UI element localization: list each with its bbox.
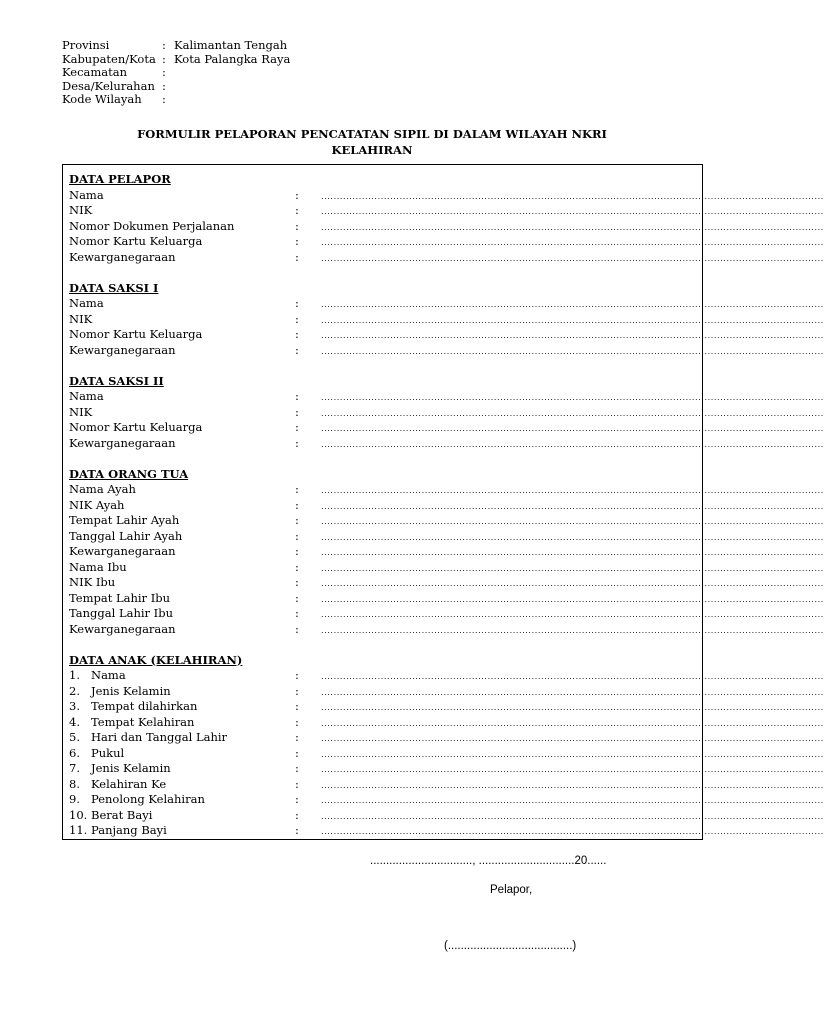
field-colon: : bbox=[295, 730, 299, 744]
field-colon: : bbox=[295, 699, 299, 713]
field-label bbox=[69, 482, 295, 498]
field-input-line[interactable]: ................................................................................................................................................................ bbox=[321, 765, 824, 774]
field-label bbox=[69, 606, 295, 622]
field-label bbox=[69, 405, 295, 421]
field-label-text: NIK Ayah bbox=[69, 497, 125, 512]
region-colon: : bbox=[162, 65, 166, 79]
section-title: DATA PELAPOR bbox=[69, 172, 171, 186]
field-label bbox=[69, 513, 295, 529]
form-field bbox=[69, 187, 824, 204]
field-label-text: Tanggal Lahir Ayah bbox=[69, 528, 183, 543]
field-colon: : bbox=[295, 668, 299, 682]
field-label-text: Nama bbox=[91, 668, 126, 682]
form-field bbox=[69, 389, 824, 405]
field-label-text: Tempat Kelahiran bbox=[91, 714, 195, 729]
field-label-text: Nomor Kartu Keluarga bbox=[69, 327, 203, 341]
field-number: 3. bbox=[69, 699, 80, 713]
field-input-line[interactable]: ................................................................................................................................................................ bbox=[321, 439, 824, 449]
form-field bbox=[69, 497, 824, 514]
field-label bbox=[69, 203, 295, 219]
field-label-text: NIK bbox=[69, 311, 93, 326]
field-colon: : bbox=[295, 311, 299, 326]
field-label bbox=[69, 823, 295, 839]
field-label bbox=[69, 234, 295, 250]
field-label bbox=[69, 575, 295, 591]
field-label-text: Jenis Kelamin bbox=[91, 761, 171, 775]
form-section bbox=[69, 652, 824, 839]
form-field bbox=[69, 730, 824, 746]
field-colon: : bbox=[295, 327, 299, 341]
field-input-line[interactable]: ................................................................................................................................................................ bbox=[321, 207, 824, 216]
field-label bbox=[69, 746, 295, 762]
field-label bbox=[69, 219, 295, 235]
field-label-text: Kewarganegaraan bbox=[69, 544, 176, 558]
field-label-text: Nomor Kartu Keluarga bbox=[69, 234, 203, 248]
field-input-line[interactable]: ................................................................................................................................................................ bbox=[321, 579, 824, 588]
region-colon: : bbox=[162, 92, 166, 106]
region-value[interactable]: Kalimantan Tengah bbox=[174, 38, 288, 52]
field-input-line[interactable]: ................................................................................................................................................................ bbox=[321, 191, 824, 201]
field-colon: : bbox=[295, 435, 299, 450]
field-label-text: Tempat Lahir Ibu bbox=[69, 590, 171, 605]
field-label-text: Nama bbox=[69, 296, 104, 310]
form-field bbox=[69, 792, 824, 808]
field-label-text: Hari dan Tanggal Lahir bbox=[91, 730, 228, 744]
field-label-text: Kewarganegaraan bbox=[69, 435, 176, 450]
field-label-text: Panjang Bayi bbox=[91, 823, 167, 837]
field-label bbox=[69, 622, 295, 638]
form-field bbox=[69, 234, 824, 250]
field-label bbox=[69, 715, 295, 731]
form-field bbox=[69, 482, 824, 498]
field-number: 7. bbox=[69, 761, 80, 775]
region-info bbox=[62, 39, 290, 107]
field-colon: : bbox=[295, 590, 299, 605]
field-number: 8. bbox=[69, 776, 80, 791]
form-field bbox=[69, 776, 824, 793]
field-label bbox=[69, 436, 295, 452]
field-input-line[interactable]: ................................................................................................................................................................ bbox=[321, 238, 824, 247]
form-field bbox=[69, 327, 824, 343]
field-number: 4. bbox=[69, 714, 80, 729]
form-field bbox=[69, 296, 824, 312]
field-input-line[interactable]: ................................................................................................................................................................ bbox=[321, 346, 824, 356]
field-colon: : bbox=[295, 575, 299, 589]
field-colon: : bbox=[295, 187, 299, 202]
field-input-line[interactable]: ................................................................................................................................................................ bbox=[321, 827, 824, 836]
field-colon: : bbox=[295, 544, 299, 558]
field-label bbox=[69, 684, 295, 700]
form-field bbox=[69, 528, 824, 545]
field-number: 5. bbox=[69, 730, 80, 744]
field-input-line[interactable]: ................................................................................................................................................................ bbox=[321, 532, 824, 542]
field-input-line[interactable]: ................................................................................................................................................................ bbox=[321, 393, 824, 402]
field-input-line[interactable]: ................................................................................................................................................................ bbox=[321, 718, 824, 728]
field-colon: : bbox=[295, 342, 299, 357]
form-field bbox=[69, 435, 824, 452]
field-colon: : bbox=[295, 776, 299, 791]
field-colon: : bbox=[295, 621, 299, 636]
region-label: Desa/Kelurahan bbox=[62, 78, 155, 93]
section-title: DATA SAKSI II bbox=[69, 373, 164, 388]
field-label-text: NIK Ibu bbox=[69, 575, 116, 589]
field-colon: : bbox=[295, 823, 299, 837]
field-label bbox=[69, 560, 295, 576]
form-field bbox=[69, 807, 824, 824]
field-input-line[interactable]: ................................................................................................................................................................ bbox=[321, 486, 824, 495]
form-field bbox=[69, 404, 824, 421]
field-label bbox=[69, 808, 295, 824]
region-value[interactable]: Kota Palangka Raya bbox=[174, 51, 291, 66]
signer-name-line[interactable]: (.......................................) bbox=[444, 940, 577, 952]
form-field bbox=[69, 823, 824, 839]
field-colon: : bbox=[295, 249, 299, 264]
field-input-line[interactable]: ................................................................................................................................................................ bbox=[321, 610, 824, 619]
field-number: 2. bbox=[69, 683, 80, 698]
form-field bbox=[69, 606, 824, 622]
field-label-text: Kewarganegaraan bbox=[69, 342, 176, 357]
form-field bbox=[69, 513, 824, 529]
field-colon: : bbox=[295, 389, 299, 403]
field-colon: : bbox=[295, 559, 299, 574]
field-input-line[interactable]: ................................................................................................................................................................ bbox=[321, 703, 824, 712]
region-colon: : bbox=[162, 51, 166, 66]
field-label-text: Nama bbox=[69, 389, 104, 403]
field-label bbox=[69, 544, 295, 560]
field-label bbox=[69, 777, 295, 793]
field-label-text: Nomor Dokumen Perjalanan bbox=[69, 218, 235, 233]
form-section bbox=[69, 172, 824, 265]
field-number: 11. bbox=[69, 823, 88, 837]
field-input-line[interactable]: ................................................................................................................................................................ bbox=[321, 796, 824, 805]
region-colon: : bbox=[162, 78, 166, 93]
field-label-text: Tempat Lahir Ayah bbox=[69, 513, 180, 527]
field-colon: : bbox=[295, 792, 299, 806]
region-label: Kecamatan bbox=[62, 65, 128, 79]
field-input-line[interactable]: ................................................................................................................................................................ bbox=[321, 315, 824, 325]
field-label-text: Nomor Kartu Keluarga bbox=[69, 420, 203, 434]
field-colon: : bbox=[295, 296, 299, 310]
form-title bbox=[62, 127, 682, 158]
field-label-text: NIK bbox=[69, 203, 93, 217]
field-colon: : bbox=[295, 203, 299, 217]
field-colon: : bbox=[295, 404, 299, 419]
field-input-line[interactable]: ................................................................................................................................................................ bbox=[321, 300, 824, 309]
field-label bbox=[69, 343, 295, 359]
field-input-line[interactable]: ................................................................................................................................................................ bbox=[321, 811, 824, 821]
field-colon: : bbox=[295, 761, 299, 775]
form-field bbox=[69, 342, 824, 359]
field-input-line[interactable]: ................................................................................................................................................................ bbox=[321, 253, 824, 263]
field-label bbox=[69, 699, 295, 715]
form-field bbox=[69, 683, 824, 700]
field-colon: : bbox=[295, 683, 299, 698]
form-sections bbox=[69, 172, 824, 839]
field-input-line[interactable]: ................................................................................................................................................................ bbox=[321, 780, 824, 790]
region-row bbox=[62, 66, 290, 80]
section-title: DATA ORANG TUA bbox=[69, 466, 189, 481]
field-input-line[interactable]: ................................................................................................................................................................ bbox=[321, 734, 824, 743]
field-input-line[interactable]: ................................................................................................................................................................ bbox=[321, 594, 824, 604]
field-input-line[interactable]: ................................................................................................................................................................ bbox=[321, 687, 824, 697]
field-label bbox=[69, 792, 295, 808]
field-input-line[interactable]: ................................................................................................................................................................ bbox=[321, 548, 824, 557]
field-label-text: Kewarganegaraan bbox=[69, 621, 176, 636]
field-label-text: Pukul bbox=[91, 745, 125, 760]
form-field bbox=[69, 745, 824, 762]
field-label-text: Kelahiran Ke bbox=[91, 776, 167, 791]
form-title-line-1: FORMULIR PELAPORAN PENCATATAN SIPIL DI DALAM WILAYAH NKRI bbox=[137, 127, 607, 141]
section-title: DATA ANAK (KELAHIRAN) bbox=[69, 652, 243, 667]
place-date-line[interactable]: ................................, ..............................20...... bbox=[370, 855, 607, 867]
field-label-text: Tempat dilahirkan bbox=[91, 699, 198, 713]
field-label bbox=[69, 389, 295, 405]
field-colon: : bbox=[295, 513, 299, 527]
field-label-text: Jenis Kelamin bbox=[91, 683, 171, 698]
form-section bbox=[69, 280, 824, 359]
field-label bbox=[69, 668, 295, 684]
form-title-line-2: KELAHIRAN bbox=[331, 142, 413, 157]
field-label-text: Berat Bayi bbox=[91, 807, 153, 822]
field-label bbox=[69, 296, 295, 312]
field-label-text: Tanggal Lahir Ibu bbox=[69, 606, 173, 620]
field-label bbox=[69, 529, 295, 545]
form-field bbox=[69, 249, 824, 266]
field-input-line[interactable]: ................................................................................................................................................................ bbox=[321, 517, 824, 526]
field-label bbox=[69, 250, 295, 266]
field-colon: : bbox=[295, 218, 299, 233]
field-label bbox=[69, 761, 295, 777]
field-colon: : bbox=[295, 606, 299, 620]
field-colon: : bbox=[295, 807, 299, 822]
form-field bbox=[69, 575, 824, 591]
field-number: 1. bbox=[69, 668, 80, 682]
region-row bbox=[62, 53, 290, 67]
field-label bbox=[69, 327, 295, 343]
field-input-line[interactable]: ................................................................................................................................................................ bbox=[321, 672, 824, 681]
form-field bbox=[69, 621, 824, 638]
field-colon: : bbox=[295, 745, 299, 760]
field-label-text: Penolong Kelahiran bbox=[91, 792, 205, 806]
field-label-text: Kewarganegaraan bbox=[69, 249, 176, 264]
region-label: Kabupaten/Kota bbox=[62, 51, 156, 66]
section-title: DATA SAKSI I bbox=[69, 280, 159, 295]
field-colon: : bbox=[295, 420, 299, 434]
form-field bbox=[69, 761, 824, 777]
field-label bbox=[69, 591, 295, 607]
field-colon: : bbox=[295, 714, 299, 729]
field-number: 9. bbox=[69, 792, 80, 806]
field-input-line[interactable]: ................................................................................................................................................................ bbox=[321, 563, 824, 573]
signer-label: Pelapor, bbox=[490, 884, 533, 896]
form-field bbox=[69, 714, 824, 731]
form-field bbox=[69, 699, 824, 715]
field-label bbox=[69, 420, 295, 436]
field-label-text: NIK bbox=[69, 404, 93, 419]
field-input-line[interactable]: ................................................................................................................................................................ bbox=[321, 331, 824, 340]
field-number: 10. bbox=[69, 807, 88, 822]
field-label bbox=[69, 498, 295, 514]
region-label: Kode Wilayah bbox=[62, 92, 142, 106]
form-field bbox=[69, 668, 824, 684]
form-field bbox=[69, 544, 824, 560]
field-colon: : bbox=[295, 234, 299, 248]
field-input-line[interactable]: ................................................................................................................................................................ bbox=[321, 501, 824, 511]
region-row bbox=[62, 80, 290, 94]
form-field bbox=[69, 559, 824, 576]
region-colon: : bbox=[162, 38, 166, 52]
form-field bbox=[69, 590, 824, 607]
field-label-text: Nama Ayah bbox=[69, 482, 136, 496]
field-label-text: Nama bbox=[69, 187, 104, 202]
form-field bbox=[69, 218, 824, 235]
field-colon: : bbox=[295, 482, 299, 496]
region-label: Provinsi bbox=[62, 38, 110, 52]
field-label-text: Nama Ibu bbox=[69, 559, 127, 574]
form-section bbox=[69, 373, 824, 452]
field-label bbox=[69, 188, 295, 204]
field-input-line[interactable]: ................................................................................................................................................................ bbox=[321, 222, 824, 232]
field-input-line[interactable]: ................................................................................................................................................................ bbox=[321, 749, 824, 759]
field-input-line[interactable]: ................................................................................................................................................................ bbox=[321, 424, 824, 433]
field-label bbox=[69, 312, 295, 328]
field-number: 6. bbox=[69, 745, 80, 760]
field-colon: : bbox=[295, 528, 299, 543]
form-box bbox=[62, 164, 824, 840]
form-field bbox=[69, 420, 824, 436]
field-input-line[interactable]: ................................................................................................................................................................ bbox=[321, 625, 824, 635]
field-colon: : bbox=[295, 497, 299, 512]
field-input-line[interactable]: ................................................................................................................................................................ bbox=[321, 408, 824, 418]
form-section bbox=[69, 466, 824, 638]
region-row bbox=[62, 39, 290, 53]
region-row bbox=[62, 93, 290, 107]
form-field bbox=[69, 311, 824, 328]
field-label bbox=[69, 730, 295, 746]
form-field bbox=[69, 203, 824, 219]
